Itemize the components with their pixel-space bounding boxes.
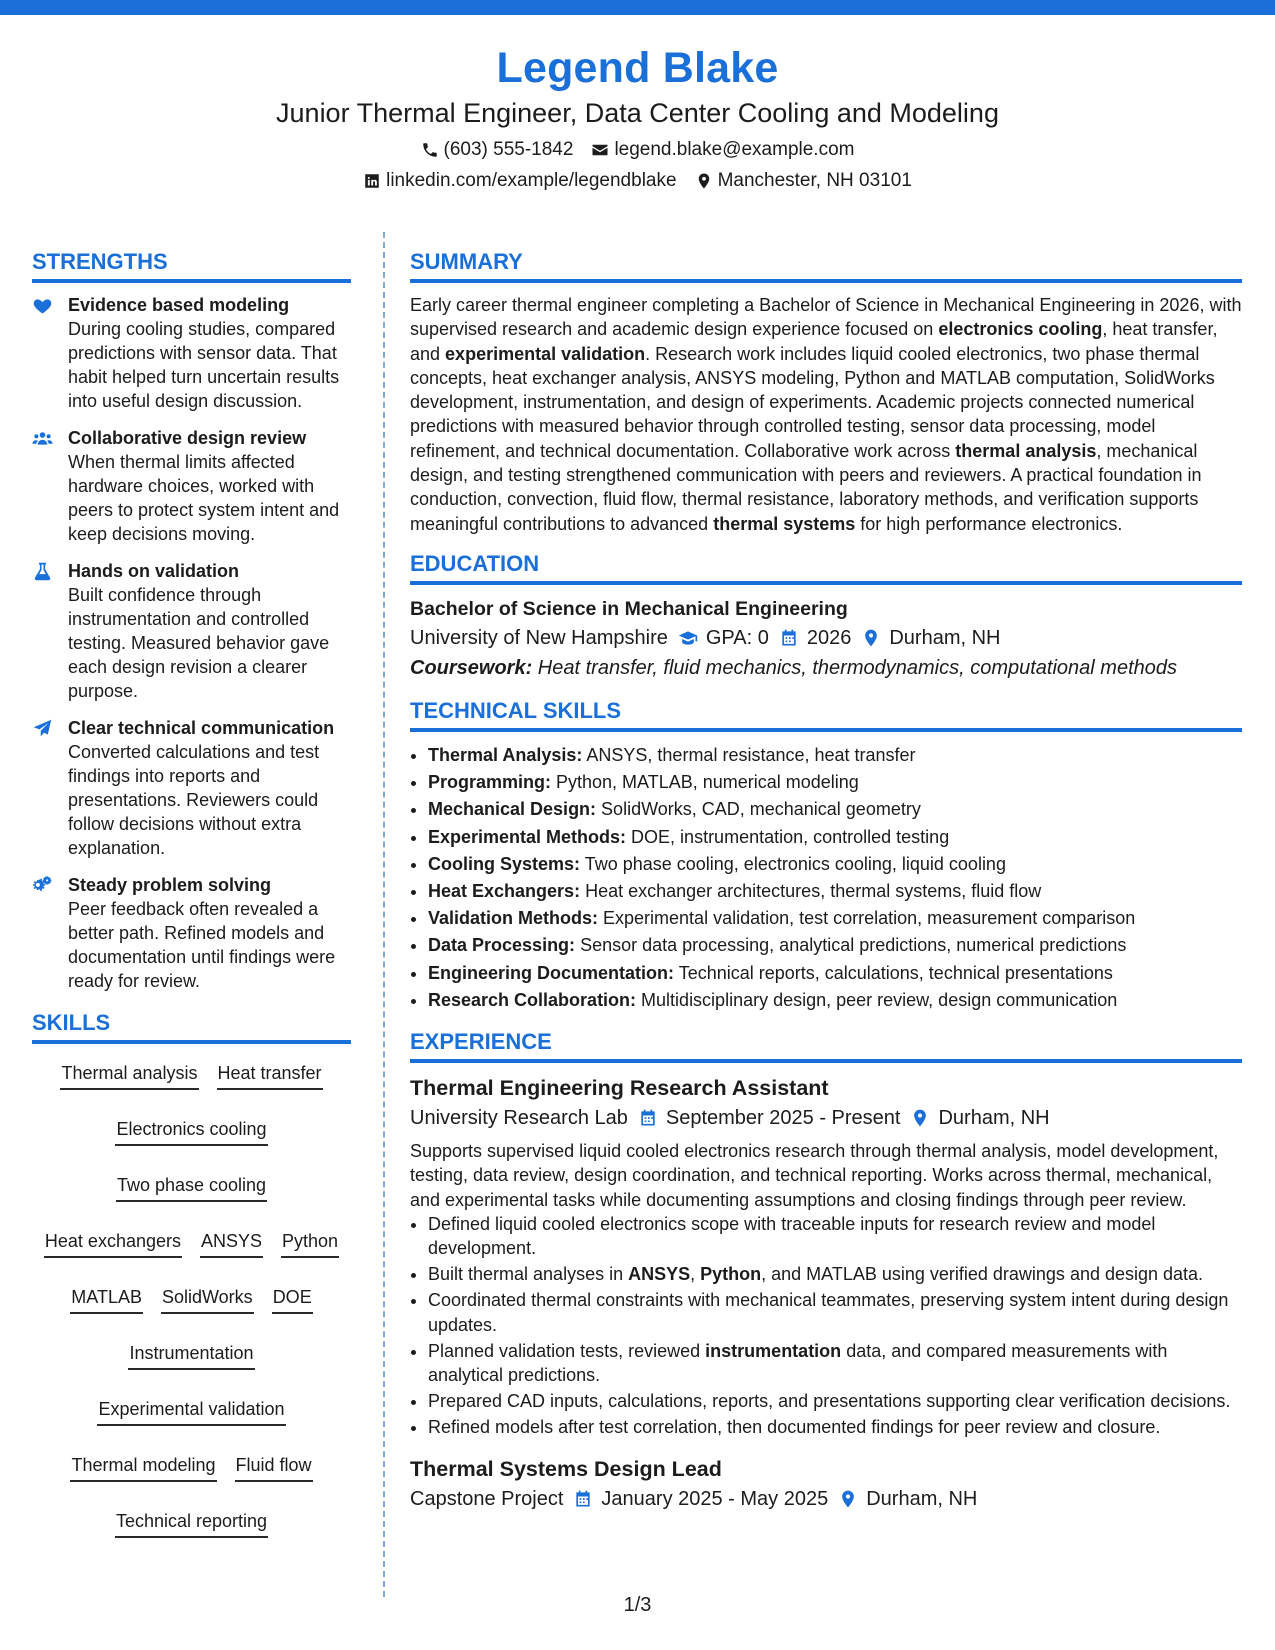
gpa-text: GPA: 0 xyxy=(705,626,769,649)
left-column xyxy=(32,248,351,1538)
list-item: • Cooling Systems: Two phase cooling, electronics cooling, liquid cooling xyxy=(428,851,1242,878)
calendar-icon xyxy=(638,1108,658,1128)
job-org: University Research Lab xyxy=(410,1107,628,1129)
strengths-heading: STRENGTHS xyxy=(32,248,351,283)
top-accent-bar xyxy=(0,0,1275,15)
strength-desc: During cooling studies, compared predictions with sensor data. That habit helped turn uncertain results into useful design discussion. xyxy=(68,319,340,411)
list-item: • Prepared CAD inputs, calculations, reports, and presentations supporting clear verification decisions. xyxy=(428,1389,1242,1414)
calendar-icon xyxy=(573,1489,593,1509)
list-item: • Data Processing: Sensor data processing, analytical predictions, numerical predictions xyxy=(428,932,1242,959)
skills-heading: SKILLS xyxy=(32,1009,351,1044)
list-item: • Programming: Python, MATLAB, numerical modeling xyxy=(428,769,1242,796)
skill-chip: DOE xyxy=(272,1284,313,1314)
experience-heading: EXPERIENCE xyxy=(410,1028,1242,1063)
phone-text: (603) 555-1842 xyxy=(443,139,574,160)
strength-title: Steady problem solving xyxy=(68,875,272,895)
contact-location xyxy=(695,169,912,193)
list-item: • Refined models after test correlation, then documented findings for peer review and closure. xyxy=(428,1415,1242,1440)
school-name: University of New Hampshire xyxy=(410,626,668,649)
job-meta xyxy=(410,1103,1242,1133)
job-location: Durham, NH xyxy=(866,1487,978,1510)
map-pin-icon xyxy=(838,1489,858,1509)
skill-chip: Fluid flow xyxy=(235,1452,313,1482)
list-item: • Coordinated thermal constraints with mechanical teammates, preserving system intent during design updates. xyxy=(428,1288,1242,1337)
technical-skills-list xyxy=(410,742,1242,1014)
skill-chip: Technical reporting xyxy=(115,1508,268,1538)
skills-chip-list xyxy=(32,1054,351,1538)
job-bullets xyxy=(410,1212,1242,1440)
coursework: Coursework: Heat transfer, fluid mechanics, thermodynamics, computational methods xyxy=(410,656,1177,679)
map-pin-icon xyxy=(861,628,881,648)
skill-chip: ANSYS xyxy=(200,1228,263,1258)
summary-heading: SUMMARY xyxy=(410,248,1242,283)
strength-item xyxy=(32,426,351,546)
skill-chip: MATLAB xyxy=(70,1284,143,1314)
skill-chip: Thermal analysis xyxy=(60,1060,198,1090)
right-column xyxy=(410,248,1242,1528)
list-item: • Heat Exchangers: Heat exchanger architectures, thermal systems, fluid flow xyxy=(428,878,1242,905)
list-item: • Built thermal analyses in ANSYS, Python, and MATLAB using verified drawings and design data. xyxy=(428,1262,1242,1287)
job-entry-2 xyxy=(410,1454,1242,1514)
summary-section xyxy=(410,248,1242,536)
location-text: Manchester, NH 03101 xyxy=(717,170,912,191)
job-org: Capstone Project xyxy=(410,1487,564,1510)
contact-email xyxy=(591,138,854,162)
graduation-cap-icon xyxy=(678,628,698,648)
users-icon xyxy=(32,428,53,449)
candidate-name: Legend Blake xyxy=(496,44,779,92)
map-pin-icon xyxy=(910,1108,930,1128)
job-meta xyxy=(410,1484,1242,1514)
skills-section xyxy=(32,1009,351,1538)
envelope-icon xyxy=(591,141,609,159)
linkedin-text[interactable]: linkedin.com/example/legendblake xyxy=(386,170,677,191)
contact-linkedin xyxy=(363,169,676,193)
contact-phone xyxy=(421,138,574,162)
skill-chip: Thermal modeling xyxy=(70,1452,216,1482)
list-item: • Thermal Analysis: ANSYS, thermal resistance, heat transfer xyxy=(428,742,1242,769)
skill-chip: Python xyxy=(281,1228,339,1258)
list-item: • Engineering Documentation: Technical reports, calculations, technical presentations xyxy=(428,960,1242,987)
skill-chip: SolidWorks xyxy=(161,1284,254,1314)
skill-chip: Experimental validation xyxy=(97,1396,285,1426)
gears-icon xyxy=(32,875,53,896)
skill-chip: Heat transfer xyxy=(217,1060,323,1090)
map-pin-icon xyxy=(695,172,713,190)
education-heading: EDUCATION xyxy=(410,550,1242,585)
list-item: • Defined liquid cooled electronics scope with traceable inputs for research review and model development. xyxy=(428,1212,1242,1261)
technical-skills-section xyxy=(410,697,1242,1014)
education-location: Durham, NH xyxy=(889,626,1001,649)
job-title: Thermal Engineering Research Assistant xyxy=(410,1076,829,1100)
degree-title: Bachelor of Science in Mechanical Engineering xyxy=(410,597,848,620)
education-meta xyxy=(410,623,1242,653)
job-dates: September 2025 - Present xyxy=(665,1107,901,1129)
candidate-title: Junior Thermal Engineer, Data Center Cooling and Modeling xyxy=(276,98,999,128)
job-location: Durham, NH xyxy=(938,1107,1050,1129)
graduation-year: 2026 xyxy=(806,626,852,649)
calendar-icon xyxy=(779,628,799,648)
job-dates: January 2025 - May 2025 xyxy=(601,1487,829,1510)
flask-icon xyxy=(32,561,53,582)
strength-desc: Converted calculations and test findings into reports and presentations. Reviewers could follow decisions without extra explanation. xyxy=(68,742,320,858)
page-number: 1/3 xyxy=(623,1594,652,1616)
strength-item xyxy=(32,716,351,860)
strength-item xyxy=(32,559,351,703)
experience-section xyxy=(410,1028,1242,1514)
linkedin-icon xyxy=(363,172,381,190)
job-summary: Supports supervised liquid cooled electronics research through thermal analysis, model development, testing, data review, design coordination, and technical reporting. Works across thermal, mechanical, and experimental tasks while documenting assumptions and closing findings through peer review. xyxy=(410,1141,1219,1210)
column-divider xyxy=(383,232,385,1597)
strength-title: Hands on validation xyxy=(68,561,240,581)
skill-chip: Instrumentation xyxy=(128,1340,254,1370)
strength-item xyxy=(32,873,351,993)
list-item: • Planned validation tests, reviewed instrumentation data, and compared measurements with analytical predictions. xyxy=(428,1339,1242,1388)
skill-chip: Two phase cooling xyxy=(116,1172,267,1202)
email-text[interactable]: legend.blake@example.com xyxy=(614,139,855,160)
strength-desc: When thermal limits affected hardware choices, worked with peers to protect system intent and keep decisions moving. xyxy=(68,452,340,544)
resume-header xyxy=(0,42,1275,193)
strength-desc: Built confidence through instrumentation and controlled testing. Measured behavior gave each design revision a clearer purpose. xyxy=(68,585,330,701)
list-item: • Validation Methods: Experimental validation, test correlation, measurement comparison xyxy=(428,905,1242,932)
paper-plane-icon xyxy=(32,718,53,739)
strength-title: Evidence based modeling xyxy=(68,295,290,315)
strength-title: Clear technical communication xyxy=(68,718,335,738)
list-item: • Research Collaboration: Multidisciplinary design, peer review, design communication xyxy=(428,987,1242,1014)
education-section xyxy=(410,550,1242,683)
strength-item xyxy=(32,293,351,413)
skill-chip: Electronics cooling xyxy=(115,1116,267,1146)
summary-text: Early career thermal engineer completing a Bachelor of Science in Mechanical Engineering in 2026, with supervised research and academic design experience focused on electronics cooling, heat transfer, and experimental validation. Research work includes liquid cooled electronics, two phase thermal concepts, heat exchanger analysis, ANSYS modeling, Python and MATLAB computation, SolidWorks development, instrumentation, and design of experiments. Academic projects connected numerical predictions with measured behavior through controlled testing, sensor data processing, model refinement, and technical documentation. Collaborative work across thermal analysis, mechanical design, and testing strengthened communication with peers and reviewers. A practical foundation in conduction, convection, fluid flow, thermal resistance, laboratory methods, and verification supports meaningful contributions to advanced thermal systems for high performance electronics. xyxy=(410,295,1242,534)
skill-chip: Heat exchangers xyxy=(44,1228,182,1258)
list-item: • Mechanical Design: SolidWorks, CAD, mechanical geometry xyxy=(428,796,1242,823)
strength-title: Collaborative design review xyxy=(68,428,307,448)
heart-icon xyxy=(32,295,53,316)
list-item: • Experimental Methods: DOE, instrumentation, controlled testing xyxy=(428,824,1242,851)
contact-row-2 xyxy=(0,169,1275,193)
contact-row-1 xyxy=(0,138,1275,162)
phone-icon xyxy=(421,141,439,159)
strength-desc: Peer feedback often revealed a better path. Refined models and documentation until findings were ready for review. xyxy=(68,899,336,991)
technical-skills-heading: TECHNICAL SKILLS xyxy=(410,697,1242,732)
job-title: Thermal Systems Design Lead xyxy=(410,1456,722,1481)
